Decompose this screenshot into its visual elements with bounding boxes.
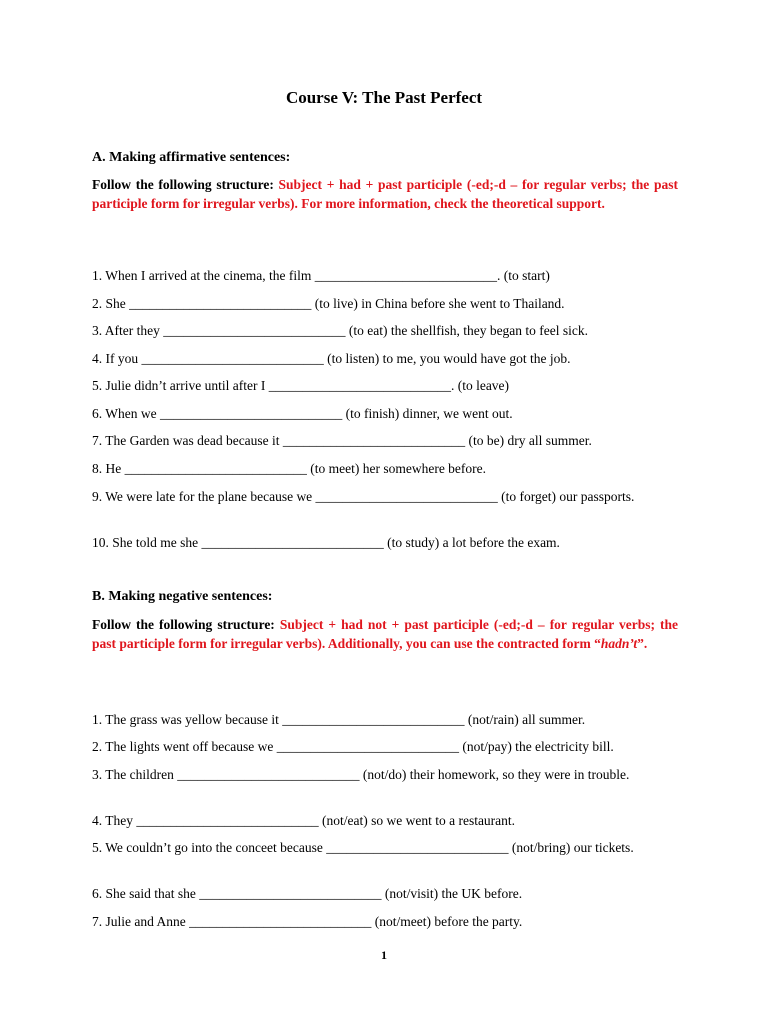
- exercise-a-1: 1. When I arrived at the cinema, the film ___________________________. (to start): [92, 268, 550, 283]
- section-b-structure: [92, 615, 678, 653]
- structure-end: ”.: [637, 636, 648, 651]
- exercise-a-4: 4. If you ___________________________ (to listen) to me, you would have got the job.: [92, 351, 571, 366]
- exercise-a-10: 10. She told me she ___________________________ (to study) a lot before the exam.: [92, 535, 560, 550]
- section-a-heading: A. Making affirmative sentences:: [92, 150, 291, 165]
- exercise-b-6: 6. She said that she ___________________________ (not/visit) the UK before.: [92, 886, 523, 901]
- exercise-a-6: 6. When we ___________________________ (to finish) dinner, we went out.: [92, 406, 513, 421]
- exercise-b-4: 4. They ___________________________ (not/eat) so we went to a restaurant.: [92, 813, 516, 828]
- structure-label: Follow the following structure:: [92, 177, 279, 192]
- exercise-a-9: 9. We were late for the plane because we ___________________________ (to forget) our passports.: [92, 489, 635, 504]
- section-a-structure: [92, 175, 678, 213]
- exercise-a-7: 7. The Garden was dead because it ___________________________ (to be) dry all summer.: [92, 433, 592, 448]
- structure-formula: Subject + had not + past participle (-ed;-d – for regular verbs; the past participle form for irregular verbs). Additionally, you can use the contracted form “: [92, 617, 678, 651]
- exercise-a-8: 8. He ___________________________ (to meet) her somewhere before.: [92, 461, 487, 476]
- exercise-b-7: 7. Julie and Anne ___________________________ (not/meet) before the party.: [92, 914, 523, 929]
- structure-label: Follow the following structure:: [92, 617, 280, 632]
- exercise-a-3: 3. After they ___________________________ (to eat) the shellfish, they began to feel sick.: [92, 323, 589, 338]
- structure-formula: Subject + had + past participle (-ed;-d – for regular verbs; the past participle form for irregular verbs). For more information, check the theoretical support.: [92, 177, 678, 211]
- page-title: Course V: The Past Perfect: [285, 88, 483, 107]
- exercise-b-1: 1. The grass was yellow because it ___________________________ (not/rain) all summer.: [92, 712, 586, 727]
- exercise-a-2: 2. She ___________________________ (to live) in China before she went to Thailand.: [92, 296, 565, 311]
- exercise-b-5: 5. We couldn’t go into the conceet because ___________________________ (not/bring) our tickets.: [92, 840, 634, 855]
- structure-contraction: hadn’t: [600, 636, 638, 651]
- section-b-heading: B. Making negative sentences:: [92, 589, 273, 604]
- exercise-a-5: 5. Julie didn’t arrive until after I ___________________________. (to leave): [92, 378, 510, 393]
- exercise-b-3: 3. The children ___________________________ (not/do) their homework, so they were in trouble.: [92, 767, 630, 782]
- page-number: 1: [381, 948, 387, 962]
- exercise-b-2: 2. The lights went off because we ___________________________ (not/pay) the electricity bill.: [92, 739, 614, 754]
